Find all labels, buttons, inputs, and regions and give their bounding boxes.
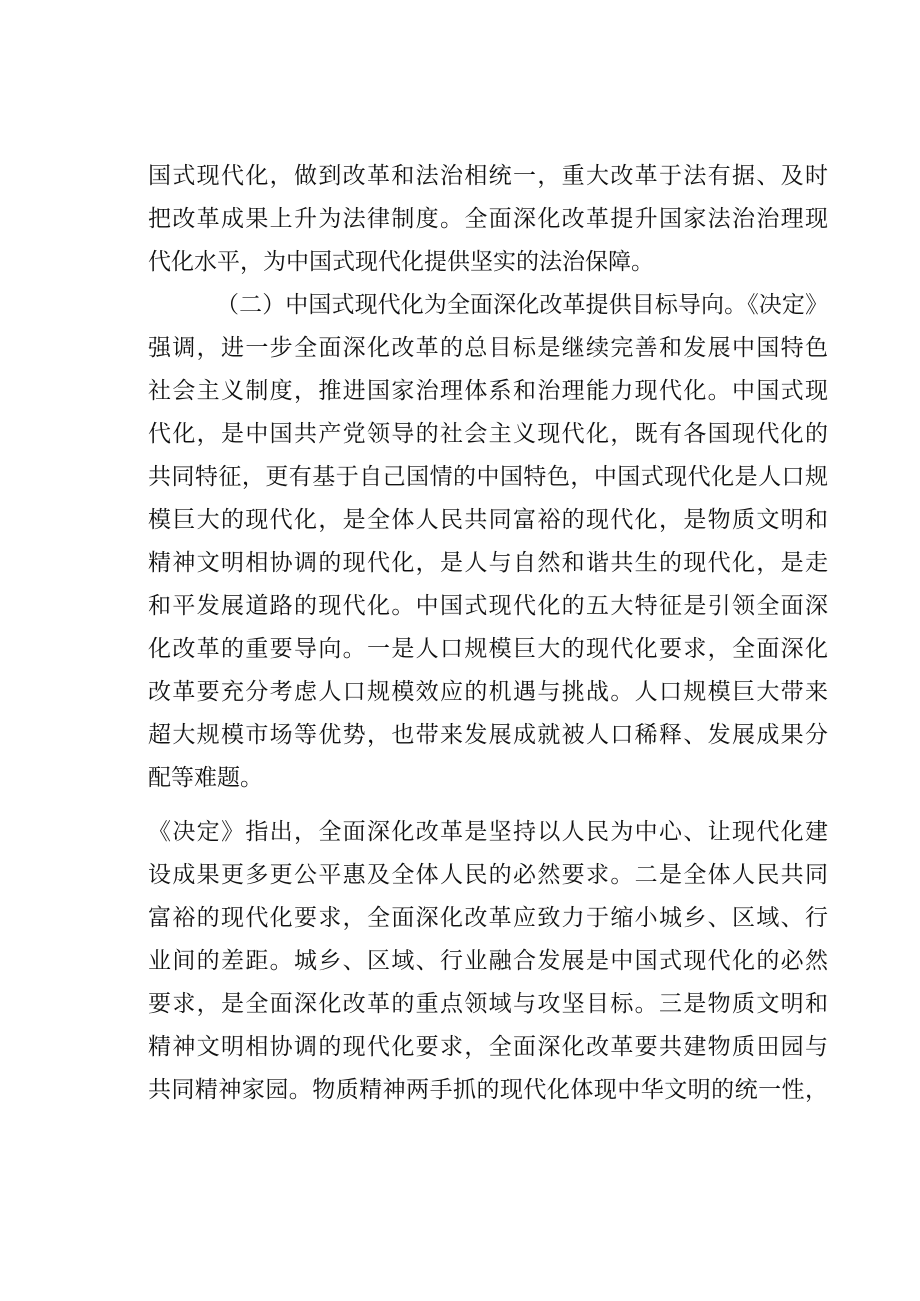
text-line-14: 超大规模市场等优势，也带来发展成就被人口稀释、发展成果分 — [148, 722, 828, 748]
paragraph-heading-line: （二）中国式现代化为全面深化改革提供目标导向。《决定》 — [216, 292, 828, 318]
text-line-9: 模巨大的现代化，是全体人民共同富裕的现代化，是物质文明和 — [148, 507, 828, 533]
text-line-8: 共同特征，更有基于自己国情的中国特色，中国式现代化是人口规 — [148, 464, 828, 490]
text-line-11: 和平发展道路的现代化。中国式现代化的五大特征是引领全面深 — [148, 593, 828, 619]
text-line-1: 国式现代化，做到改革和法治相统一，重大改革于法有据、及时 — [148, 163, 828, 189]
text-line-19: 业间的差距。城乡、区域、行业融合发展是中国式现代化的必然 — [148, 948, 828, 974]
text-line-13: 改革要充分考虑人口规模效应的机遇与挑战。人口规模巨大带来 — [148, 679, 828, 705]
text-line-16: 《决定》指出，全面深化改革是坚持以人民为中心、让现代化建 — [148, 819, 828, 845]
text-line-12: 化改革的重要导向。一是人口规模巨大的现代化要求，全面深化 — [148, 636, 828, 662]
text-line-18: 富裕的现代化要求，全面深化改革应致力于缩小城乡、区域、行 — [148, 905, 828, 931]
text-line-5: 强调，进一步全面深化改革的总目标是继续完善和发展中国特色 — [148, 335, 828, 361]
text-line-7: 代化，是中国共产党领导的社会主义现代化，既有各国现代化的 — [148, 421, 828, 447]
text-line-17: 设成果更多更公平惠及全体人民的必然要求。二是全体人民共同 — [148, 862, 828, 888]
text-line-6: 社会主义制度，推进国家治理体系和治理能力现代化。中国式现 — [148, 378, 828, 404]
text-line-15: 配等难题。 — [148, 765, 263, 791]
text-line-2: 把改革成果上升为法律制度。全面深化改革提升国家法治治理现 — [148, 206, 828, 232]
text-line-20: 要求，是全面深化改革的重点领域与攻坚目标。三是物质文明和 — [148, 991, 828, 1017]
text-line-21: 精神文明相协调的现代化要求，全面深化改革要共建物质田园与 — [148, 1034, 828, 1060]
text-line-10: 精神文明相协调的现代化，是人与自然和谐共生的现代化，是走 — [148, 550, 828, 576]
text-line-22: 共同精神家园。物质精神两手抓的现代化体现中华文明的统一性， — [148, 1077, 828, 1103]
text-line-3: 代化水平，为中国式现代化提供坚实的法治保障。 — [148, 249, 654, 275]
